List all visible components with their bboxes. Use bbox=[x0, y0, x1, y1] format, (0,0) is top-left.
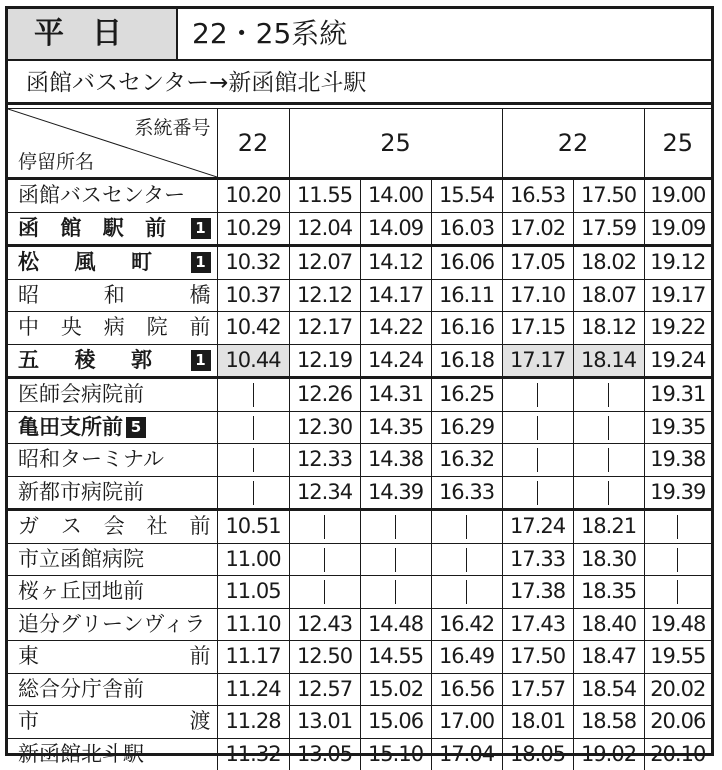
stop-name-cell bbox=[8, 212, 217, 246]
stop-name-cell bbox=[8, 312, 217, 345]
departure-time-cell: 20.02 bbox=[644, 673, 711, 706]
stop-name: 亀田支所前 bbox=[18, 414, 123, 439]
departure-time-cell: 18.40 bbox=[573, 608, 644, 641]
departure-time-cell: 19.22 bbox=[644, 312, 711, 345]
passes-through-cell bbox=[502, 378, 573, 412]
departure-time-cell: 16.49 bbox=[431, 641, 502, 674]
stop-row bbox=[8, 411, 711, 444]
departure-time-cell: 17.04 bbox=[431, 738, 502, 770]
route-title: 22・25系統 bbox=[192, 17, 348, 50]
vertical-line-mark bbox=[253, 416, 254, 440]
departure-time-cell: 17.10 bbox=[502, 279, 573, 312]
stop-row bbox=[8, 179, 711, 213]
departure-time-cell: 11.55 bbox=[289, 179, 360, 213]
departure-time-cell: 14.17 bbox=[360, 279, 431, 312]
departure-time-cell: 13.05 bbox=[289, 738, 360, 770]
departure-time-cell: 18.12 bbox=[573, 312, 644, 345]
departure-time-cell: 18.07 bbox=[573, 279, 644, 312]
departure-time-cell: 11.17 bbox=[217, 641, 289, 674]
departure-time-cell: 14.35 bbox=[360, 411, 431, 444]
stop-row bbox=[8, 543, 711, 576]
departure-time-cell: 10.44 bbox=[217, 344, 289, 378]
departure-time-cell: 16.42 bbox=[431, 608, 502, 641]
stop-name-cell bbox=[8, 576, 217, 609]
departure-time-cell: 16.32 bbox=[431, 444, 502, 477]
departure-time-cell: 19.09 bbox=[644, 212, 711, 246]
departure-time-cell: 17.38 bbox=[502, 576, 573, 609]
departure-time-cell: 13.01 bbox=[289, 706, 360, 739]
departure-time-cell: 16.25 bbox=[431, 378, 502, 412]
departure-time-cell: 16.33 bbox=[431, 476, 502, 510]
timetable-header bbox=[8, 9, 711, 61]
departure-time-cell: 10.37 bbox=[217, 279, 289, 312]
departure-time-cell: 17.50 bbox=[573, 179, 644, 213]
departure-time-cell: 18.58 bbox=[573, 706, 644, 739]
stop-row bbox=[8, 738, 711, 770]
departure-time-cell: 17.59 bbox=[573, 212, 644, 246]
departure-time-cell: 15.54 bbox=[431, 179, 502, 213]
vertical-line-mark bbox=[537, 416, 538, 440]
stop-name-cell bbox=[8, 476, 217, 510]
passes-through-cell bbox=[502, 476, 573, 510]
departure-time-cell: 17.00 bbox=[431, 706, 502, 739]
stop-name: ガス会社前 bbox=[18, 514, 211, 539]
departure-time-cell: 17.17 bbox=[502, 344, 573, 378]
passes-through-cell bbox=[644, 510, 711, 544]
vertical-line-mark bbox=[537, 383, 538, 407]
stop-name: 総合分庁舎前 bbox=[18, 676, 144, 701]
departure-time-cell: 14.55 bbox=[360, 641, 431, 674]
departure-time-cell: 12.07 bbox=[289, 246, 360, 280]
departure-time-cell: 10.42 bbox=[217, 312, 289, 345]
stop-name: 新都市病院前 bbox=[18, 479, 144, 504]
vertical-line-mark bbox=[324, 548, 325, 572]
departure-time-cell: 14.09 bbox=[360, 212, 431, 246]
stop-name-cell bbox=[8, 378, 217, 412]
departure-time-cell: 11.05 bbox=[217, 576, 289, 609]
vertical-line-mark bbox=[677, 515, 678, 539]
stop-name: 市渡 bbox=[18, 709, 211, 734]
departure-time-cell: 18.01 bbox=[502, 706, 573, 739]
passes-through-cell bbox=[573, 378, 644, 412]
departure-time-cell: 14.39 bbox=[360, 476, 431, 510]
timetable-frame bbox=[5, 6, 714, 766]
vertical-line-mark bbox=[395, 548, 396, 572]
vertical-line-mark bbox=[395, 515, 396, 539]
passes-through-cell bbox=[289, 543, 360, 576]
departure-time-cell: 15.10 bbox=[360, 738, 431, 770]
route-number-heading: 系統番号 bbox=[134, 117, 211, 139]
stop-row bbox=[8, 378, 711, 412]
departure-time-cell: 19.24 bbox=[644, 344, 711, 378]
departure-time-cell: 16.18 bbox=[431, 344, 502, 378]
stop-name: 函館駅前 bbox=[18, 215, 188, 240]
departure-time-cell: 17.50 bbox=[502, 641, 573, 674]
departure-time-cell: 17.02 bbox=[502, 212, 573, 246]
departure-time-cell: 14.12 bbox=[360, 246, 431, 280]
passes-through-cell bbox=[217, 411, 289, 444]
departure-time-cell: 12.26 bbox=[289, 378, 360, 412]
vertical-line-mark bbox=[253, 448, 254, 472]
passes-through-cell bbox=[360, 510, 431, 544]
departure-time-cell: 14.48 bbox=[360, 608, 431, 641]
route-number-cell: 25 bbox=[644, 109, 711, 179]
stop-row bbox=[8, 673, 711, 706]
passes-through-cell bbox=[644, 576, 711, 609]
stop-name: 新函館北斗駅 bbox=[18, 741, 144, 766]
stop-row bbox=[8, 279, 711, 312]
stop-name-cell bbox=[8, 706, 217, 739]
departure-time-cell: 17.57 bbox=[502, 673, 573, 706]
stop-row bbox=[8, 212, 711, 246]
stop-name-cell bbox=[8, 179, 217, 213]
departure-time-cell: 17.24 bbox=[502, 510, 573, 544]
stop-row bbox=[8, 246, 711, 280]
platform-number-badge: 1 bbox=[191, 350, 211, 371]
route-number-row bbox=[8, 109, 711, 179]
departure-time-cell: 18.54 bbox=[573, 673, 644, 706]
vertical-line-mark bbox=[677, 580, 678, 604]
departure-time-cell: 16.16 bbox=[431, 312, 502, 345]
stop-row bbox=[8, 576, 711, 609]
stop-name: 追分グリーンヴィラ bbox=[18, 611, 206, 636]
departure-time-cell: 16.06 bbox=[431, 246, 502, 280]
stop-name-cell bbox=[8, 246, 217, 280]
stop-name-cell bbox=[8, 608, 217, 641]
departure-time-cell: 19.48 bbox=[644, 608, 711, 641]
stop-row bbox=[8, 706, 711, 739]
departure-time-cell: 16.03 bbox=[431, 212, 502, 246]
stop-name: 市立函館病院 bbox=[18, 546, 144, 571]
passes-through-cell bbox=[431, 510, 502, 544]
departure-time-cell: 18.14 bbox=[573, 344, 644, 378]
departure-time-cell: 12.33 bbox=[289, 444, 360, 477]
corner-header-cell bbox=[8, 109, 217, 179]
platform-number-badge: 1 bbox=[191, 218, 211, 239]
departure-time-cell: 11.28 bbox=[217, 706, 289, 739]
stop-name: 松風町 bbox=[18, 250, 188, 275]
passes-through-cell bbox=[644, 543, 711, 576]
stop-row bbox=[8, 444, 711, 477]
vertical-line-mark bbox=[466, 515, 467, 539]
vertical-line-mark bbox=[608, 416, 609, 440]
stop-name: 五稜郭 bbox=[18, 347, 188, 372]
passes-through-cell bbox=[573, 444, 644, 477]
vertical-line-mark bbox=[324, 515, 325, 539]
passes-through-cell bbox=[502, 411, 573, 444]
stop-name-cell bbox=[8, 344, 217, 378]
vertical-line-mark bbox=[608, 383, 609, 407]
passes-through-cell bbox=[360, 576, 431, 609]
stop-name-cell bbox=[8, 738, 217, 770]
stop-name-cell bbox=[8, 510, 217, 544]
route-number-cell: 25 bbox=[289, 109, 502, 179]
departure-time-cell: 14.38 bbox=[360, 444, 431, 477]
stop-name-cell bbox=[8, 411, 217, 444]
platform-number-badge: 1 bbox=[191, 252, 211, 273]
stop-name: 函館バスセンター bbox=[18, 183, 186, 208]
vertical-line-mark bbox=[324, 580, 325, 604]
passes-through-cell bbox=[217, 444, 289, 477]
departure-time-cell: 11.24 bbox=[217, 673, 289, 706]
departure-time-cell: 12.57 bbox=[289, 673, 360, 706]
departure-time-cell: 12.43 bbox=[289, 608, 360, 641]
passes-through-cell bbox=[289, 576, 360, 609]
departure-time-cell: 12.12 bbox=[289, 279, 360, 312]
passes-through-cell bbox=[360, 543, 431, 576]
departure-time-cell: 17.43 bbox=[502, 608, 573, 641]
departure-time-cell: 16.29 bbox=[431, 411, 502, 444]
stop-row bbox=[8, 510, 711, 544]
departure-time-cell: 14.24 bbox=[360, 344, 431, 378]
stop-name-cell bbox=[8, 673, 217, 706]
stop-name: 医師会病院前 bbox=[18, 382, 144, 407]
departure-time-cell: 18.21 bbox=[573, 510, 644, 544]
departure-time-cell: 10.29 bbox=[217, 212, 289, 246]
passes-through-cell bbox=[289, 510, 360, 544]
stop-row bbox=[8, 312, 711, 345]
passes-through-cell bbox=[573, 476, 644, 510]
timetable-table bbox=[8, 108, 711, 770]
departure-time-cell: 12.50 bbox=[289, 641, 360, 674]
departure-time-cell: 19.17 bbox=[644, 279, 711, 312]
departure-time-cell: 16.53 bbox=[502, 179, 573, 213]
departure-time-cell: 20.10 bbox=[644, 738, 711, 770]
departure-time-cell: 18.35 bbox=[573, 576, 644, 609]
vertical-line-mark bbox=[608, 481, 609, 505]
departure-time-cell: 12.34 bbox=[289, 476, 360, 510]
vertical-line-mark bbox=[677, 548, 678, 572]
stop-name: 桜ヶ丘団地前 bbox=[18, 579, 144, 604]
departure-time-cell: 10.20 bbox=[217, 179, 289, 213]
stop-row bbox=[8, 344, 711, 378]
stop-name: 昭和ターミナル bbox=[18, 447, 164, 472]
vertical-line-mark bbox=[253, 383, 254, 407]
departure-time-cell: 16.11 bbox=[431, 279, 502, 312]
departure-time-cell: 19.12 bbox=[644, 246, 711, 280]
departure-time-cell: 20.06 bbox=[644, 706, 711, 739]
route-number-cell: 22 bbox=[217, 109, 289, 179]
departure-time-cell: 12.17 bbox=[289, 312, 360, 345]
vertical-line-mark bbox=[537, 481, 538, 505]
departure-time-cell: 19.55 bbox=[644, 641, 711, 674]
vertical-line-mark bbox=[537, 448, 538, 472]
departure-time-cell: 19.02 bbox=[573, 738, 644, 770]
stop-name-cell bbox=[8, 279, 217, 312]
departure-time-cell: 12.04 bbox=[289, 212, 360, 246]
stop-name-heading: 停留所名 bbox=[18, 151, 95, 173]
departure-time-cell: 16.56 bbox=[431, 673, 502, 706]
stop-row bbox=[8, 641, 711, 674]
route-number-cell: 22 bbox=[502, 109, 644, 179]
platform-number-badge: 5 bbox=[126, 417, 146, 438]
departure-time-cell: 18.05 bbox=[502, 738, 573, 770]
departure-time-cell: 11.10 bbox=[217, 608, 289, 641]
departure-time-cell: 19.31 bbox=[644, 378, 711, 412]
vertical-line-mark bbox=[466, 580, 467, 604]
passes-through-cell bbox=[431, 543, 502, 576]
departure-time-cell: 11.00 bbox=[217, 543, 289, 576]
departure-time-cell: 10.32 bbox=[217, 246, 289, 280]
departure-time-cell: 19.00 bbox=[644, 179, 711, 213]
passes-through-cell bbox=[502, 444, 573, 477]
departure-time-cell: 18.30 bbox=[573, 543, 644, 576]
passes-through-cell bbox=[217, 476, 289, 510]
departure-time-cell: 18.02 bbox=[573, 246, 644, 280]
departure-time-cell: 15.06 bbox=[360, 706, 431, 739]
departure-time-cell: 19.39 bbox=[644, 476, 711, 510]
vertical-line-mark bbox=[608, 448, 609, 472]
departure-time-cell: 17.33 bbox=[502, 543, 573, 576]
day-type-label: 平日 bbox=[8, 9, 178, 59]
departure-time-cell: 19.38 bbox=[644, 444, 711, 477]
departure-time-cell: 12.19 bbox=[289, 344, 360, 378]
stop-row bbox=[8, 476, 711, 510]
stop-name: 中央病院前 bbox=[18, 315, 211, 340]
stop-name: 昭和橋 bbox=[18, 282, 211, 307]
departure-time-cell: 14.22 bbox=[360, 312, 431, 345]
vertical-line-mark bbox=[395, 580, 396, 604]
stop-name-cell bbox=[8, 444, 217, 477]
passes-through-cell bbox=[431, 576, 502, 609]
departure-time-cell: 15.02 bbox=[360, 673, 431, 706]
stop-name-cell bbox=[8, 641, 217, 674]
stop-row bbox=[8, 608, 711, 641]
departure-time-cell: 10.51 bbox=[217, 510, 289, 544]
departure-time-cell: 17.05 bbox=[502, 246, 573, 280]
direction-label: 函館バスセンター→新函館北斗駅 bbox=[8, 61, 711, 105]
vertical-line-mark bbox=[466, 548, 467, 572]
departure-time-cell: 17.15 bbox=[502, 312, 573, 345]
vertical-line-mark bbox=[253, 481, 254, 505]
departure-time-cell: 14.31 bbox=[360, 378, 431, 412]
departure-time-cell: 19.35 bbox=[644, 411, 711, 444]
departure-time-cell: 11.32 bbox=[217, 738, 289, 770]
departure-time-cell: 18.47 bbox=[573, 641, 644, 674]
stop-name-cell bbox=[8, 543, 217, 576]
departure-time-cell: 14.00 bbox=[360, 179, 431, 213]
stop-name: 東前 bbox=[18, 644, 211, 669]
passes-through-cell bbox=[217, 378, 289, 412]
departure-time-cell: 12.30 bbox=[289, 411, 360, 444]
passes-through-cell bbox=[573, 411, 644, 444]
